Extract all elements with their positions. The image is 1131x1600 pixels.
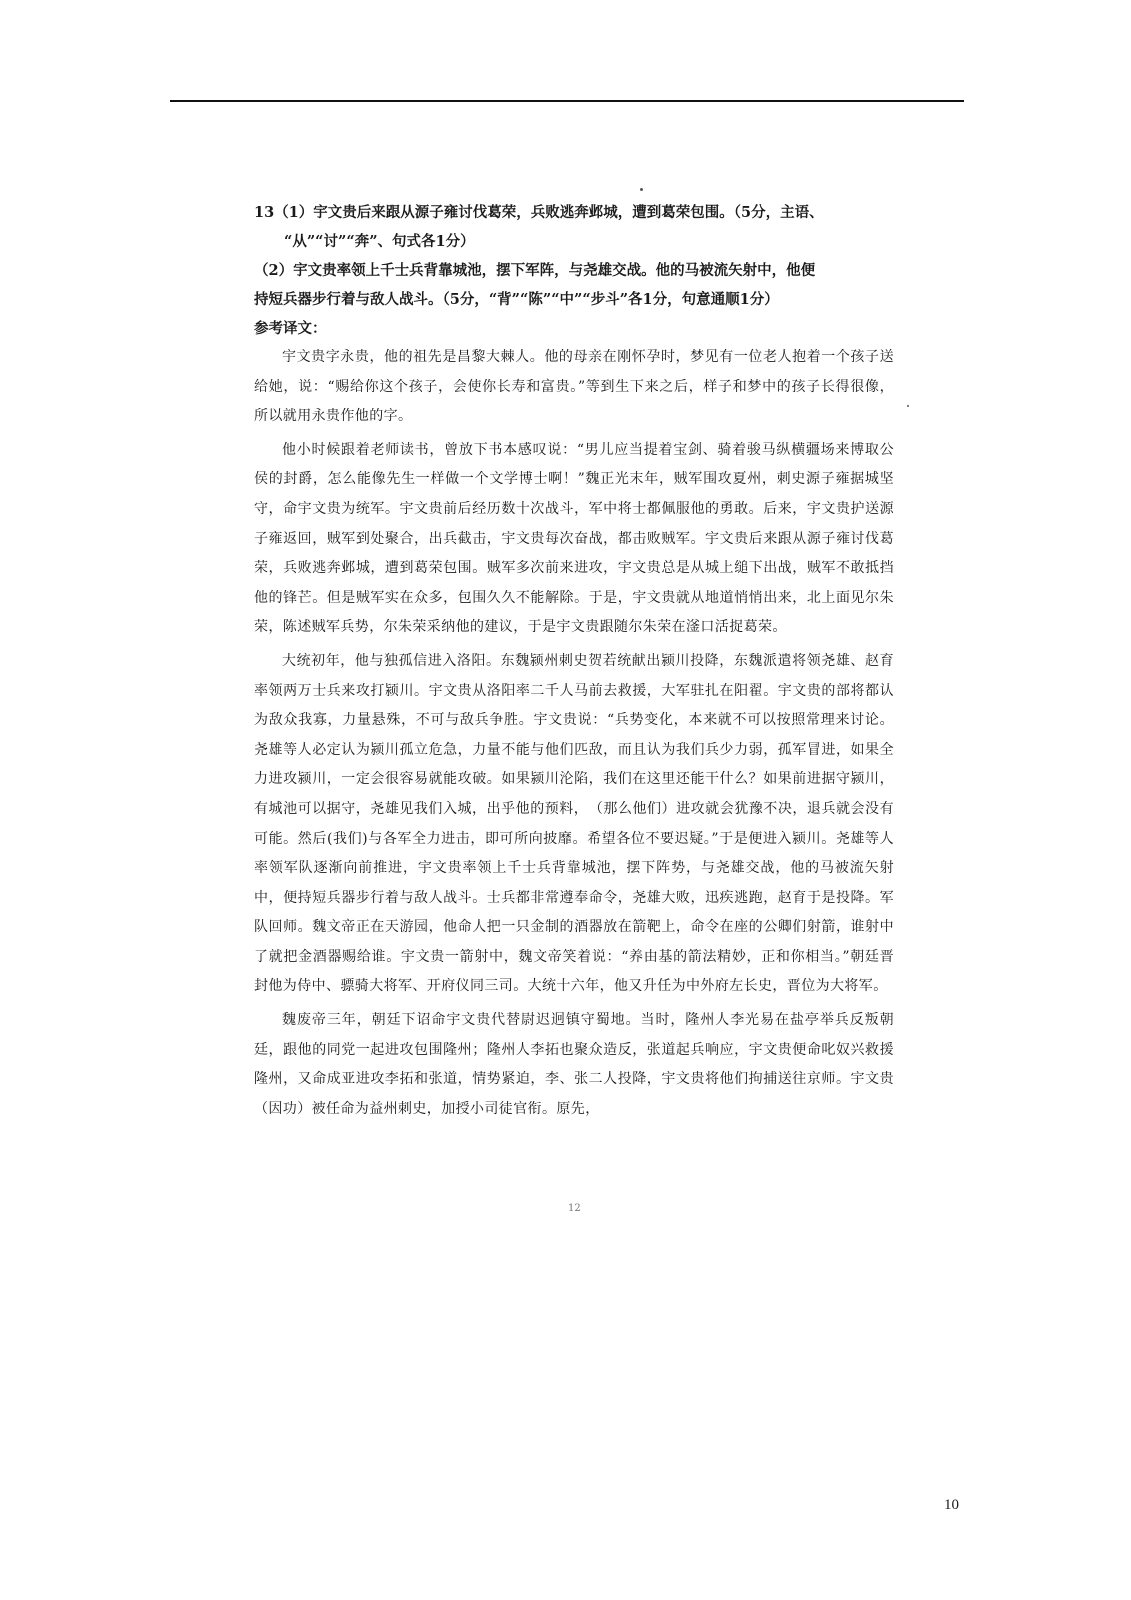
translation-paragraph: 大统初年，他与独孤信进入洛阳。东魏颍州刺史贺若统献出颍川投降，东魏派遣将领尧雄、赵育率领两万士兵来攻打颍川。宇文贵从洛阳率二千人马前去救援，大军驻扎在阳翟。宇文贵的部将都认为敌众我寡，力量悬殊，不可与敌兵争胜。宇文贵说：“兵势变化，本来就不可以按照常理来讨论。尧雄等人必定认为颍川孤立危急，力量不能与他们匹敌，而且认为我们兵少力弱，孤军冒进，如果全力进攻颍川，一定会很容易就能攻破。如果颍川沦陷，我们在这里还能干什么？如果前进据守颍川，有城池可以据守，尧雄见我们入城，出乎他的预料， （那么他们）进攻就会犹豫不决，退兵就会没有可能。然后(我们)与各军全力进击，即可所向披靡。希望各位不要迟疑。”于是便进入颍川。尧雄等人率领军队逐渐向前推进，宇文贵率领上千士兵背靠城池，摆下阵势，与尧雄交战，他的马被流矢射中，便持短兵器步行着与敌人战斗。士兵都非常遵奉命令，尧雄大败，迅疾逃跑，赵育于是投降。军队回师。魏文帝正在天游园，他命人把一只金制的酒器放在箭靶上，命令在座的公卿们射箭，谁射中了就把金酒器赐给谁。宇文贵一箭射中，魏文帝笑着说：“养由基的箭法精妙，正和你相当。”朝廷晋封他为侍中、骠骑大将军、开府仪同三司。大统十六年，他又升任为中外府左长史，晋位为大将军。 <box>254 652 894 995</box>
answer-13-2-line-2: 持短兵器步行着与敌人战斗。（5分，“背”“陈”“中”“步斗”各1分，句意通顺1分） <box>254 291 779 308</box>
header-rule <box>170 100 964 102</box>
footer-mark: 12 <box>568 1203 581 1214</box>
translation-paragraph: 魏废帝三年，朝廷下诏命宇文贵代替尉迟迥镇守蜀地。当时，隆州人李光易在盐亭举兵反叛朝廷，跟他的同党一起进攻包围隆州；隆州人李拓也聚众造反，张道起兵响应，宇文贵便命叱奴兴救援隆州，又命成亚进攻李拓和张道，情势紧迫，李、张二人投降，宇文贵将他们拘捕送往京师。宇文贵（因功）被任命为益州刺史，加授小司徒官衔。原先， <box>254 1012 894 1117</box>
translation-paragraph: 他小时候跟着老师读书，曾放下书本感叹说：“男儿应当提着宝剑、骑着骏马纵横疆场来博取公侯的封爵，怎么能像先生一样做一个文学博士啊！”魏正光末年，贼军围攻夏州，刺史源子雍据城坚守，命宇文贵为统军。宇文贵前后经历数十次战斗，军中将士都佩服他的勇敢。后来，宇文贵护送源子雍返回，贼军到处聚合，出兵截击，宇文贵每次奋战，都击败贼军。宇文贵后来跟从源子雍讨伐葛荣，兵败逃奔邺城，遭到葛荣包围。贼军多次前来进攻，宇文贵总是从城上缒下出战，贼军不敢抵挡他的锋芒。但是贼军实在众多，包围久久不能解除。于是，宇文贵就从地道悄悄出来，北上面见尔朱荣，陈述贼军兵势，尔朱荣采纳他的建议，于是宇文贵跟随尔朱荣在滏口活捉葛荣。 <box>254 441 894 636</box>
scan-speck <box>907 405 909 407</box>
scan-speck <box>640 188 643 191</box>
translation-paragraph: 宇文贵字永贵，他的祖先是昌黎大棘人。他的母亲在刚怀孕时，梦见有一位老人抱着一个孩子送给她，说：“赐给你这个孩子，会使你长寿和富贵。”等到生下来之后，样子和梦中的孩子长得很像，所以就用永贵作他的字。 <box>254 349 894 425</box>
answer-13-1-line-1: 13（1）宇文贵后来跟从源子雍讨伐葛荣，兵败逃奔邺城，遭到葛荣包围。（5分，主语、 <box>254 204 824 221</box>
page-number: 10 <box>944 1497 959 1513</box>
answer-13-2-line-1: （2）宇文贵率领上千士兵背靠城池，摆下军阵，与尧雄交战。他的马被流矢射中，他便 <box>254 262 816 279</box>
document-body <box>254 198 894 1124</box>
answer-13-1-line-2: “从”“讨”“奔”、句式各1分） <box>284 233 475 250</box>
reference-translation-title: 参考译文： <box>254 320 327 337</box>
